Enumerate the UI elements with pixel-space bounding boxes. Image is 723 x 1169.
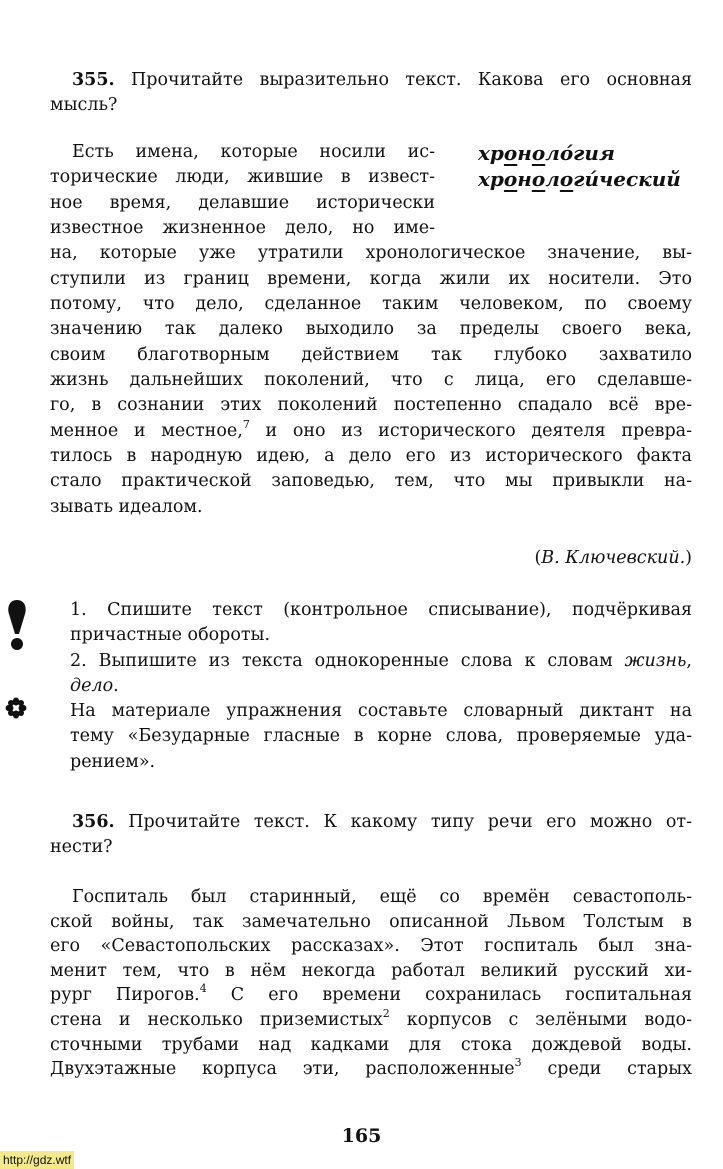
- exercise-tasks: [70, 598, 692, 775]
- attribution-author: В. Ключевский.: [541, 548, 686, 568]
- asterisk-flower-icon: [5, 697, 27, 719]
- underlined-vowel: о: [559, 167, 574, 191]
- text-segment: Двухэтажные корпуса эти, расположенные: [50, 1059, 515, 1080]
- text-segment: мысль?: [50, 94, 118, 115]
- word-part: н: [517, 167, 532, 191]
- exercise-number: 355.: [72, 70, 115, 90]
- text-line: [50, 885, 692, 910]
- text-line: [50, 810, 692, 835]
- text-segment: его «Севастопольских рассказах». Этот госпиталь был зна-: [50, 936, 692, 957]
- underlined-vowel: о: [503, 167, 518, 191]
- text-line: [50, 93, 692, 118]
- text-line: [50, 317, 692, 342]
- text-segment: жизнь дальнейших поколений, что с лица, его сделавше-: [50, 369, 692, 390]
- text-line: [50, 267, 692, 292]
- watermark-link[interactable]: http://gdz.wtf: [0, 1151, 74, 1169]
- text-line: [70, 623, 692, 648]
- text-segment: ное время, делавшие исторически: [50, 192, 435, 213]
- footnote-marker: 3: [514, 1056, 522, 1070]
- text-segment: причастные обороты.: [70, 625, 271, 646]
- text-line: [50, 241, 692, 266]
- text-segment: значению так далеко выходило за пределы своего века,: [50, 319, 692, 340]
- text-segment: известное жизненное дело, но име-: [50, 217, 435, 238]
- text-line: [70, 699, 692, 724]
- text-segment: менит тем, что в нём некогда работал великий русский хи-: [50, 960, 692, 981]
- attribution-open: (: [534, 548, 542, 568]
- exclamation-icon: [6, 598, 28, 652]
- text-segment: Есть имена, которые носили ис-: [72, 142, 435, 162]
- text-segment: 2. Выпишите из текста однокоренные слова к словам: [70, 650, 625, 671]
- footnote-marker: 2: [382, 1006, 390, 1020]
- text-line: [50, 444, 692, 469]
- text-line: [50, 292, 692, 317]
- word-part: ло́гия: [545, 141, 615, 165]
- exercise-356-heading: [50, 810, 692, 859]
- footnote-marker: 4: [199, 982, 207, 996]
- text-segment: нести?: [50, 836, 113, 857]
- italic-word: жизнь: [624, 650, 687, 671]
- text-segment: го, в сознании этих поколений постепенно спадало всё вре-: [50, 395, 692, 416]
- text-segment: стало практической заповедью, тем, что мы привыкли на-: [50, 471, 692, 492]
- text-line: [70, 598, 692, 623]
- text-segment: .: [113, 675, 119, 696]
- text-line: [70, 724, 692, 749]
- text-line: [50, 495, 692, 520]
- text-line: [50, 983, 692, 1008]
- attribution-close: ): [685, 548, 692, 568]
- text-segment: корпусов с зелёными водо-: [389, 1009, 692, 1030]
- underlined-vowel: о: [503, 141, 518, 165]
- text-line: [50, 1057, 692, 1082]
- exercise-355-text: [50, 140, 692, 520]
- text-segment: и оно из исторического деятеля превра-: [249, 420, 692, 441]
- word-part: н: [517, 141, 532, 165]
- text-segment: ,: [686, 650, 692, 671]
- text-line: [50, 393, 692, 418]
- text-line: [70, 750, 692, 775]
- text-segment: Прочитайте выразительно текст. Какова его основная: [114, 70, 692, 90]
- underlined-vowel: о: [531, 167, 546, 191]
- text-segment: тилось в народную идею, а дело его из исторического факта: [50, 445, 692, 466]
- text-line: [50, 191, 435, 216]
- word-part: ги́ческий: [573, 167, 681, 191]
- text-line: [50, 419, 692, 444]
- footnote-marker: 7: [242, 417, 250, 431]
- text-line: [50, 343, 692, 368]
- text-segment: рург Пирогов.: [50, 985, 200, 1006]
- underlined-vowel: о: [531, 141, 546, 165]
- text-segment: ступили из границ времени, когда жили их носители. Это: [50, 268, 692, 289]
- text-line: [50, 1008, 692, 1033]
- text-line: [70, 674, 692, 699]
- exercise-356-text: [50, 885, 692, 1082]
- word-part: хр: [478, 141, 504, 165]
- text-line: [50, 469, 692, 494]
- page-number: 165: [341, 1125, 382, 1147]
- text-segment: зывать идеалом.: [50, 496, 203, 517]
- text-segment: потому, что дело, сделанное таким человеком, по своему: [50, 293, 692, 314]
- text-segment: 1. Спишите текст (контрольное списывание), подчёркивая: [70, 600, 692, 620]
- text-segment: менное и местное,: [50, 420, 243, 441]
- text-segment: тему «Безударные гласные в корне слова, проверяемые уда-: [70, 726, 692, 747]
- text-segment: стена и несколько приземистых: [50, 1009, 383, 1030]
- text-line: [50, 959, 692, 984]
- text-line: [50, 165, 435, 190]
- text-line: [70, 649, 692, 674]
- text-segment: На материале упражнения составьте словарный диктант на: [70, 701, 692, 722]
- text-line: [50, 910, 692, 935]
- text-line: [50, 368, 692, 393]
- exercise-number: 356.: [72, 812, 115, 832]
- text-segment: на, которые уже утратили хронологическое значение, вы-: [50, 243, 692, 264]
- text-line: [50, 216, 435, 241]
- text-line: [50, 68, 692, 93]
- text-segment: С его времени сохранилась госпитальная: [206, 985, 692, 1006]
- text-segment: торические люди, жившие в извест-: [50, 167, 435, 188]
- text-segment: ской войны, так замечательно описанной Львом Толстым в: [50, 911, 692, 932]
- text-segment: среди старых: [521, 1059, 692, 1080]
- word-part: л: [545, 167, 560, 191]
- italic-word: дело: [70, 675, 114, 696]
- text-segment: сточными трубами над кадками для стока дождевой воды.: [50, 1034, 692, 1055]
- attribution: [534, 546, 692, 570]
- text-segment: своим благотворным действием так глубоко захватило: [50, 344, 692, 365]
- text-segment: Прочитайте текст. К какому типу речи его можно от-: [114, 812, 692, 832]
- text-line: [50, 1033, 692, 1058]
- text-line: [50, 140, 435, 165]
- text-segment: рением».: [70, 751, 156, 772]
- text-line: [50, 835, 692, 860]
- text-line: [50, 934, 692, 959]
- exercise-355-heading: [50, 68, 692, 117]
- word-part: хр: [478, 167, 504, 191]
- text-segment: Госпиталь был старинный, ещё со времён севастополь-: [72, 887, 692, 907]
